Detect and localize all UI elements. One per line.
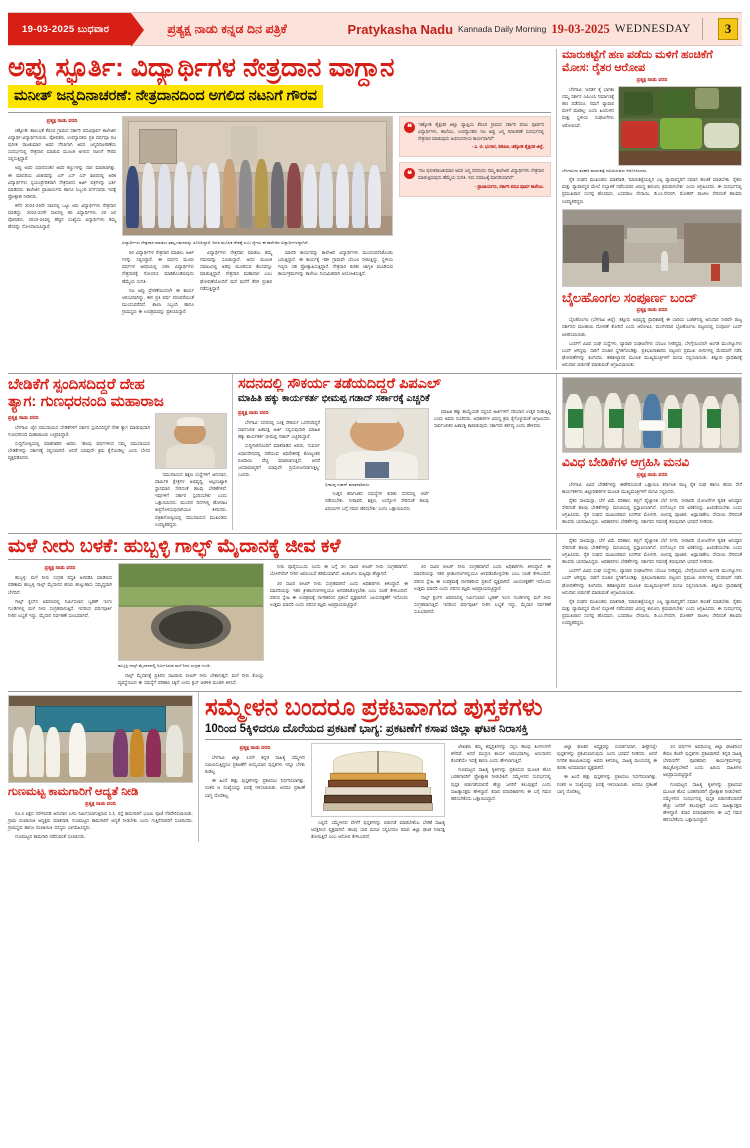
lead-headline: ಅಪ್ಪು ಸ್ಫೂರ್ತಿ: ವಿದ್ಯಾರ್ಥಿಗಳ ನೇತ್ರದಾನ ವಾಗ್ದಾನ xyxy=(8,52,395,82)
lead-column-2 xyxy=(122,116,393,317)
books-column-2 xyxy=(311,743,445,842)
upper-section xyxy=(8,49,742,370)
books-headline: ಸಮ್ಮೇಳನ ಬಂದರೂ ಪ್ರಕಟವಾಗದ ಪುಸ್ತಕಗಳು xyxy=(205,693,543,721)
quote-mark-icon: ❝ xyxy=(404,122,415,133)
golf-body-3 xyxy=(270,563,408,688)
paragraph: ರೈತ ಸಂಘದ ಮುಖಂಡರು ಮಾತನಾಡಿ, 'ಮಾರುಕಟ್ಟೆಯಲ್ಲಿನ ಎಲ್ಲ ವ್ಯಾಪಾರಸ್ಥರಿಗೆ ಸಮಾನ ಹಂಚಿಕೆ ಮಾಡಬೇಕು. ರೈತರು ಮತ್ತು ವ್ಯಾಪಾರಸ್ಥರ ಮೇಲೆ ದಬ್ಬಾಳಿಕೆ ನಡೆಸುವವರ ವಿರುದ್ಧ ಕಾನೂನು ಕ್ರಮವಾಗಬೇಕು' ಎಂದು ಆಗ್ರಹಿಸಿದರು. ಈ ಸಂದರ್ಭದಲ್ಲಿ ಪ್ರಮುಖರಾದ ಸಂಗಪ್ಪ ಹೊಸಮನಿ, ಬಸವರಾಜ ದೇಸಾಯಿ, ಡಿ.ಎಂ.ನೇಸರಗಿ, ಮೋಹನ್ ಪಾಟೀಲ ಸೇರಿದಂತೆ ಹಲವರು ಉಪಸ್ಥಿತರಿದ್ದರು. xyxy=(562,177,742,204)
sadana-headline-line1: ಸದನದಲ್ಲಿ ಸೌಕರ್ಯ ತಡೆಯದಿದ್ದರೆ ಪಿಪಎಲ್ xyxy=(238,376,442,393)
paragraph: ಈ ಹಿಂದೆ ಹತ್ತು ಪುಸ್ತಕಗಳನ್ನು ಪ್ರಕಟಿಸಲು ನಿರ್ಧರಿಸಲಾಗಿತ್ತು. ನಂತರ ಆ ಸಂಖ್ಯೆಯನ್ನು ಐದಕ್ಕೆ ಇಳಿಸಲಾಯಿತು. ಆದರೂ ಪ್ರಕಟಣೆ ಭಾಗ್ಯ ದೊರೆತಿಲ್ಲ. xyxy=(205,778,305,798)
masthead-weekday: WEDNESDAY xyxy=(614,23,691,35)
masthead-date-flag: 19-03-2025 ಬುಧವಾರ xyxy=(8,13,131,45)
paragraph: 20 ಸಾವಿರ ಲೀಟರ್ ನೀರು ಸಂಗ್ರಹವಾಗಿದೆ ಎಂದು ಅಧಿಕಾರಿಗಳು ತಿಳಿಸಿದ್ದಾರೆ. ಈ ಮಾದರಿಯನ್ನು ಇತರ ಕ್ರೀಡಾಂಗಣಗಳಲ್ಲಿಯೂ ಅಳವಡಿಸಿಕೊಳ್ಳಬೇಕು ಎಂಬ ಸಲಹೆ ಕೇಳಿಬಂದಿದೆ. ಪರಿಸರ ಸ್ನೇಹಿ ಈ ಉಪಕ್ರಮಕ್ಕೆ ನಾಗರಿಕರಿಂದ ಪ್ರಶಂಸೆ ವ್ಯಕ್ತವಾಗಿದೆ. ಜಲಸಂರಕ್ಷಣೆಗೆ ಇದೊಂದು ಉತ್ತಮ ಮಾದರಿ ಎಂದು ಪರಿಸರ ತಜ್ಞರು ಅಭಿಪ್ರಾಯಪಟ್ಟಿದ್ದಾರೆ. xyxy=(270,580,408,607)
quote-text: "ನಟ ಪುನೀತರಾಜಕುಮಾರ ಅವರ ಜನ್ಮ ದಿನದಂದು ನಮ್ಮ ಕಾಲೇಜಿನ ವಿದ್ಯಾರ್ಥಿಗಳು ನೇತ್ರದಾನ ಮಾಡುತ್ತಿರುವುದು ಹೆಮ್ಮೆಯ ಸಂಗತಿ. ಇದು ಸಮಾಜಕ್ಕೆ ಮಾದರಿಯಾಗಿದೆ" xyxy=(418,168,544,181)
paragraph: ಮಾಹಿತಿ ಹಕ್ಕು ಕಾಯ್ದೆಯಡಿ ಸಲ್ಲಿಸಿದ ಅರ್ಜಿಗಳಿಗೆ ಸರಿಯಾದ ಉತ್ತರ ನೀಡುತ್ತಿಲ್ಲ ಎಂದು ಅವರು ದೂರಿದರು. ಅಧಿಕಾರಿಗಳ ವಿರುದ್ಧ ಕ್ರಮ ಕೈಗೊಳ್ಳುವಂತೆ ಆಗ್ರಹಿಸಿದರು. ಸಾರ್ವಜನಿಕರ ಹಿತಾಸಕ್ತಿ ಕಾಪಾಡುವುದು ಸರ್ಕಾರದ ಕರ್ತವ್ಯ ಎಂದು ಹೇಳಿದರು. xyxy=(434,409,551,429)
golf-body-1 xyxy=(8,574,112,619)
sadana-photo-activist xyxy=(325,408,429,480)
deha-row xyxy=(8,413,227,530)
bottom-section xyxy=(8,691,742,843)
paragraph: ರೈತರ ಸಾಲಮನ್ನಾ, ಬೆಳೆ ವಿಮೆ ಪರಿಹಾರ, ಕಬ್ಬಿಗೆ ವೈಜ್ಞಾನಿಕ ಬೆಲೆ ನಿಗದಿ, ನೀರಾವರಿ ಯೋಜನೆಗಳ ತ್ವರಿತ ಅನುಷ್ಠಾನ ಸೇರಿದಂತೆ ಹಲವು ಬೇಡಿಕೆಗಳನ್ನು ಮನವಿಯಲ್ಲಿ ಪ್ರಸ್ತಾಪಿಸಲಾಗಿದೆ. ರಸಗೊಬ್ಬರ ದರ ಏರಿಕೆಯನ್ನು ಹಿಂಪಡೆಯಬೇಕು ಎಂದು ಆಗ್ರಹಿಸಿದರು. ರೈತ ಸಂಘದ ಮುಖಂಡರಾದ ಸಿದಗೌಡ ಮೋದಗಿ, ಚೂನಪ್ಪ ಪೂಜಾರಿ, ಅಪ್ಪಾಸಾಹೇಬ ದೇಸಾಯಿ ಸೇರಿದಂತೆ ಹಲವರು ಭಾಗವಹಿಸಿದ್ದರು. ಅಧಿಕಾರಿಗಳು ಬೇಡಿಕೆಗಳನ್ನು ಸರ್ಕಾರದ ಗಮನಕ್ಕೆ ತರುವುದಾಗಿ ಭರವಸೆ ನೀಡಿದರು. xyxy=(562,537,742,565)
masthead-divider xyxy=(702,18,703,40)
paragraph: ಬೆಳಗಾವಿ: ವಿವಿಧ ಬೇಡಿಕೆಗಳನ್ನು ಈಡೇರಿಸುವಂತೆ ಒತ್ತಾಯಿಸಿ ಕರ್ನಾಟಕ ರಾಜ್ಯ ರೈತ ಸಂಘ ಹಾಗೂ ಹಸಿರು ಸೇನೆ ಕಾರ್ಯಕರ್ತರು ಜಿಲ್ಲಾಧಿಕಾರಿಗಳ ಮೂಲಕ ಮುಖ್ಯಮಂತ್ರಿಗಳಿಗೆ ಮನವಿ ಸಲ್ಲಿಸಿದರು. xyxy=(562,481,742,494)
books-column-1 xyxy=(205,743,305,842)
quote-attribution: - ಎ. ಬಿ. ಭಂಗಾರ, ಡಿಡಿಪಿಐ, ಚಿಕ್ಕೋಡಿ ಶೈಕ್ಷಣಿಕ ಜಿಲ್ಲೆ. xyxy=(471,144,544,150)
paragraph: ಮಾದರಿ ಕಾರ್ಯವನ್ನು ಕಾಲೇಜಿನ ವಿದ್ಯಾರ್ಥಿಗಳು ಮುಂದುವರೆಸಿಕೊಂಡು ಬರುತ್ತಿದ್ದಾರೆ. ಈ ಕಾರ್ಯಕ್ಕೆ ಇಡೀ ಗ್ರಾಮವೇ ಬೆಂಬಲ ನೀಡುತ್ತಿದ್ದು, ಸ್ಥಳೀಯ ಗಣ್ಯರು ಸಹ ಪ್ರೋತ್ಸಾಹಿಸುತ್ತಿದ್ದಾರೆ. ನೇತ್ರದಾನ ಕುರಿತು ಜಾಗೃತಿ ಮೂಡಿಸುವ ಕಾರ್ಯಕ್ರಮಗಳನ್ನು ಕಾಲೇಜು ನಿಯಮಿತವಾಗಿ ಆಯೋಜಿಸುತ್ತಿದೆ. xyxy=(278,250,393,277)
deha-body-2 xyxy=(155,471,227,528)
golf-rule xyxy=(8,559,551,560)
paragraph: ಲೇಖಕರು ತಮ್ಮ ಹಸ್ತಪ್ರತಿಗಳನ್ನು ಸಲ್ಲಿಸಿ ಹಲವು ತಿಂಗಳುಗಳೇ ಕಳೆದಿವೆ. ಆದರೆ ಮುದ್ರಣ ಕಾರ್ಯ ಆರಂಭವಾಗಿಲ್ಲ. ಅನುದಾನದ ಕೊರತೆಯೇ ಇದಕ್ಕೆ ಕಾರಣ ಎಂದು ಹೇಳಲಾಗುತ್ತಿದೆ. xyxy=(451,743,551,764)
lead-quotes-column xyxy=(399,116,551,317)
deha-story xyxy=(8,374,232,530)
byline: ಪ್ರತ್ಯಕ್ಷ ನಾಡು ವರದಿ xyxy=(46,117,78,124)
market-photo-caption: ಬೆಳಗಾವಿಯ ತರಕಾರಿ ಮಾರುಕಟ್ಟೆ ಸಮಿತಿಯವರು ಆರೋಪಿಸಿದರು. xyxy=(562,167,648,173)
paragraph: ಬೆಳಗಾವಿ: ಸದನದಲ್ಲಿ ಸೂಕ್ತ ಸೌಕರ್ಯ ಒದಗಿಸದಿದ್ದರೆ ಸಾರ್ವಜನಿಕ ಹಿತಾಸಕ್ತಿ ಅರ್ಜಿ ಸಲ್ಲಿಸುವುದಾಗಿ ಮಾಹಿತಿ ಹಕ್ಕು ಕಾರ್ಯಕರ್ತ ಭೀಮಪ್ಪ ಗಡಾದ್ ಎಚ್ಚರಿಸಿದ್ದಾರೆ. xyxy=(238,420,320,440)
masthead xyxy=(8,12,742,46)
manavi-story xyxy=(556,374,742,530)
quote-mark-icon: ❝ xyxy=(404,168,415,179)
lead-caption-row xyxy=(122,238,393,246)
lead-photo-caption: ವಿದ್ಯಾರ್ಥಿಗಳು ನೇತ್ರದಾನ ಮಾಡಲು ತಮ್ಮ ಗಮನವನ್ನು ಸೂಚಿಸಿದ್ದಾರೆ. ಅದರ ಮೂಲಕ ದೇಶಕ್ಕೆ ಎಂಬ ಧ್ಯೇಯ ಈ ಕಾಲೇಜಿನ ವಿದ್ಯಾರ್ಥಿಗಳದ್ದಾಗಿದೆ. xyxy=(122,239,309,245)
masthead-right-group xyxy=(348,18,742,40)
deha-photo-monk xyxy=(155,413,227,469)
paragraph: 50 ವಿದ್ಯಾರ್ಥಿಗಳ ನೇತ್ರದಾನ ಮಾಡಲು ಅರ್ಜಿ ಗಳನ್ನು ಸಲ್ಲಿಸಿದ್ದಾರೆ. ಈ ವರ್ಷದ ಮೂರು ವರ್ಷಗಳ ಅವಧಿಯಲ್ಲಿ 285 ವಿದ್ಯಾರ್ಥಿಗಳು ನೇತ್ರದಾನಕ್ಕೆ ನೋಂದಣಿ ಮಾಡಿಕೊಂಡಿರುವುದು ಹೆಮ್ಮೆಯ ಸಂಗತಿ. xyxy=(122,250,194,284)
paragraph: ರೂ.4 ಲಕ್ಷದ ನರೇಗಾದಡಿ ಅನುದಾನ ಬಳಸಿ ನಿರ್ಮಿಸಲಾಗುತ್ತಿರುವ ಸಿ.ಸಿ. ರಸ್ತೆ ಕಾಮಗಾರಿಗೆ ಭೂಮಿ ಪೂಜೆ ನೆರವೇರಿಸಲಾಯಿತು. ಗ್ರಾಮ ಪಂಚಾಯಿತಿ ಅಧ್ಯಕ್ಷರು ಮಾತನಾಡಿ, ಗುಣಮಟ್ಟದ ಕಾಮಗಾರಿಗೆ ಆದ್ಯತೆ ನೀಡಬೇಕು ಎಂದು ಗುತ್ತಿಗೆದಾರರಿಗೆ ಸೂಚಿಸಿದರು. ಗ್ರಾಮಸ್ಥರು ಹಾಗೂ ಪಂಚಾಯಿತಿ ಸದಸ್ಯರು ಭಾಗವಹಿಸಿದ್ದರು. xyxy=(8,810,193,831)
golf-columns xyxy=(8,563,551,688)
paragraph: ಜಿಲ್ಲಾ ಘಟಕದ ಅಧ್ಯಕ್ಷರನ್ನು ಸಂಪರ್ಕಿಸಿದಾಗ, ಶೀಘ್ರದಲ್ಲೇ ಪುಸ್ತಕಗಳನ್ನು ಪ್ರಕಟಿಸಲಾಗುವುದು ಎಂದು ಭರವಸೆ ನೀಡಿದರು. ಆದರೆ ನಿಗದಿತ ಕಾಲಮಿತಿಯನ್ನು ಅವರು ತಿಳಿಸಲಿಲ್ಲ. ಸಾಹಿತ್ಯ ವಲಯದಲ್ಲಿ ಈ ಕುರಿತು ಅಸಮಾಧಾನ ವ್ಯಕ್ತವಾಗಿದೆ. xyxy=(557,743,657,771)
bandh-photo-street xyxy=(562,209,742,287)
paragraph: ಬಂದ್‌ಗೆ ವಿವಿಧ ಸಂಘ ಸಂಸ್ಥೆಗಳು, ವ್ಯಾಪಾರಿ ಸಂಘಟನೆಗಳು ಬೆಂಬಲ ನೀಡಿದ್ದವು. ಬೆಳಗ್ಗೆಯಿಂದಲೇ ಅಂಗಡಿ ಮುಂಗಟ್ಟುಗಳು ಬಂದ್ ಆಗಿದ್ದವು. ಸಾರಿಗೆ ಸಂಚಾರ ಸ್ಥಗಿತಗೊಂಡಿತ್ತು. ಪ್ರತಿಭಟನಾಕಾರರು ಪಟ್ಟಣದ ಪ್ರಮುಖ ಬೀದಿಗಳಲ್ಲಿ ಮೆರವಣಿಗೆ ನಡೆಸಿ ಘೋಷಣೆಗಳನ್ನು ಕೂಗಿದರು. ತಹಶೀಲ್ದಾರರ ಮೂಲಕ ಮುಖ್ಯಮಂತ್ರಿಗಳಿಗೆ ಮನವಿ ಸಲ್ಲಿಸಲಾಯಿತು. ಕಿತ್ತೂರು ಪ್ರಾಧಿಕಾರಕ್ಕೆ ಅನುದಾನ ಬಿಡುಗಡೆ ಮಾಡುವಂತೆ ಆಗ್ರಹಿಸಲಾಯಿತು. xyxy=(562,340,742,368)
paragraph: ಬೆಳಗಾವಿ: ಜೈನ ಸಮುದಾಯದ ಬೇಡಿಕೆಗಳಿಗೆ ಸರ್ಕಾರ ಸ್ಪಂದಿಸದಿದ್ದರೆ ದೇಹ ತ್ಯಾಗ ಮಾಡುವುದಾಗಿ ಗುಣಧರನಂದಿ ಮಹಾರಾಜರು ಎಚ್ಚರಿಸಿದ್ದಾರೆ. xyxy=(8,424,150,437)
quote-text: "ಚಿಕ್ಕೋಡಿ ಶೈಕ್ಷಣಿಕ ಜಿಲ್ಲಾ ವ್ಯಾಪ್ತಿಯ ಕೆರೂರ ಗ್ರಾಮದ ಸರ್ಕಾರಿ ಪದವಿ ಪೂರ್ವದ ವಿದ್ಯಾರ್ಥಿಗಳು, ಶಾಲೆಯು, ಉಪನ್ಯಾಸಕರು ನಟ ಅಪ್ಪು ಜನ್ಮ ದಿನಾಚರಣೆ ಸಂದರ್ಭದಲ್ಲಿ ನೇತ್ರದಾನ ಮಾಡುವುದು ಅಭಿನಂದನೀಯ ಕಾರ್ಯವಾಗಿದೆ" xyxy=(418,121,544,141)
deha-headline-line2: ತ್ಯಾಗ: ಗುಣಧರನಂದಿ ಮಹಾರಾಜ xyxy=(8,392,164,410)
byline: ಪ್ರತ್ಯಕ್ಷ ನಾಡು ವರದಿ xyxy=(636,471,668,478)
paragraph: ಕಳೆದ 2024-25ನೇ ಸಾಲಿನಲ್ಲಿ ಒಟ್ಟು ಆರು ವಿದ್ಯಾರ್ಥಿಗಳು ನೇತ್ರದಾನ ಮಾಡಿದ್ದು, 2022-23ನೇ ಸಾಲಿನಲ್ಲಿ 85 ವಿದ್ಯಾರ್ಥಿಗಳು, 20 ಜನ ಪೋಷಕರು, 2023-24ರಲ್ಲಿ ಹೆಚ್ಚಿನ ಸಂಖ್ಯೆಯ ವಿದ್ಯಾರ್ಥಿಗಳು ತಮ್ಮ ಹೆಸರನ್ನು ನೋಂದಾಯಿಸಿದ್ದಾರೆ. xyxy=(8,203,116,230)
page-number-badge: 3 xyxy=(718,18,738,40)
books-body-1 xyxy=(205,754,305,799)
paragraph: ಚಿಕ್ಕೋಡಿ: ಶಾಲುಭಕೆ ಕೆರೂರ ಗ್ರಾಮದ ಸರ್ಕಾರಿ ಪದವಿಪೂರ್ವ ಕಾಲೇಜಿನ ವಿದ್ಯಾರ್ಥಿ-ವಿದ್ಯಾರ್ಥಿನಿಯರು, ಪೋಷಕರು, ಉಪನ್ಯಾಸಕರು ಪ್ರತಿ ವರ್ಷವೂ ನಟ ಪುನೀತ ರಾಜಕುಮಾರ ಅವರ ನೆನಪಿಗಾಗಿ ಅವರ ಜನ್ಮದಿನಾಚರಣೆಯ ಸಂದರ್ಭದಲ್ಲಿ ನೇತ್ರದಾನ ಮಾಡುವ ಮೂಲಕ ಅಗಲಿದ ನಟನಿಗೆ ಗೌರವ ಸಲ್ಲಿಸುತ್ತಿದ್ದಾರೆ. xyxy=(8,127,116,162)
manavi-headline: ವಿವಿಧ ಬೇಡಿಕೆಗಳ ಆಗ್ರಹಿಸಿ ಮನವಿ xyxy=(562,455,690,470)
sadana-body-3 xyxy=(434,408,551,514)
lead-story xyxy=(8,49,556,370)
market-body-1 xyxy=(562,86,614,166)
deha-text-wrap xyxy=(8,413,150,530)
kamagari-headline: ಗುಣಮಟ್ಟ ಕಾಮಗಾರಿಗೆ ಆದ್ಯತೆ ನೀಡಿ xyxy=(8,785,139,798)
sadana-headline-line2: ಮಾಹಿತಿ ಹಕ್ಕು ಕಾರ್ಯಕರ್ತ ಭೀಮಪ್ಪ ಗಡಾದ್ ಸರ್ಕಾರಕ್ಕೆ ಎಚ್ಚರಿಕೆ xyxy=(238,393,430,405)
books-body-4 xyxy=(557,743,657,842)
newspaper-page xyxy=(0,12,750,1148)
kamagari-body xyxy=(8,810,193,841)
masthead-kannada-title: ಪ್ರತ್ಯಕ್ಷ ನಾಡು ಕನ್ನಡ ದಿನ ಪತ್ರಿಕೆ xyxy=(167,21,287,36)
golf-story xyxy=(8,534,556,688)
lead-photo-students xyxy=(122,116,393,236)
paragraph: ಈ ಹಿಂದೆ ಹತ್ತು ಪುಸ್ತಕಗಳನ್ನು ಪ್ರಕಟಿಸಲು ನಿರ್ಧರಿಸಲಾಗಿತ್ತು. ನಂತರ ಆ ಸಂಖ್ಯೆಯನ್ನು ಐದಕ್ಕೆ ಇಳಿಸಲಾಯಿತು. ಆದರೂ ಪ್ರಕಟಣೆ ಭಾಗ್ಯ ದೊರೆತಿಲ್ಲ. xyxy=(557,774,657,794)
sadana-body-1 xyxy=(238,419,320,478)
paragraph: ಗುಣಮಟ್ಟದ ಸಾಹಿತ್ಯ ಕೃತಿಗಳನ್ನು ಪ್ರಕಟಿಸುವ ಮೂಲಕ ಹೊಸ ಬರಹಗಾರರಿಗೆ ಪ್ರೋತ್ಸಾಹ ನೀಡಬೇಕಿದೆ. ಸಮ್ಮೇಳನದ ಸಂದರ್ಭದಲ್ಲಿ ಪುಸ್ತಕ ಬಿಡುಗಡೆಯಾದರೆ ಹೆಚ್ಚು ಜನರಿಗೆ ತಲುಪುತ್ತದೆ ಎಂದು ಸಾಹಿತ್ಯಾಸಕ್ತರು ಹೇಳಿದ್ದಾರೆ. ಕಸಾಪ ಪದಾಧಿಕಾರಿಗಳು ಈ ಬಗ್ಗೆ ಗಮನ ಹರಿಸಬೇಕೆಂದು ಒತ್ತಾಯಿಸಿದ್ದಾರೆ. xyxy=(663,781,742,823)
byline: ಪ್ರತ್ಯಕ್ಷ ನಾಡು ವರದಿ xyxy=(636,76,668,83)
masthead-english-subtitle: Kannada Daily Morning xyxy=(458,24,547,34)
golf-section xyxy=(8,533,742,688)
quote-box-2 xyxy=(399,162,551,197)
paragraph: 10 ವರ್ಷಗಳ ಅವಧಿಯಲ್ಲಿ ಜಿಲ್ಲಾ ಘಟಕದಿಂದ ಕೇವಲ ಕೆಲವೇ ಪುಸ್ತಕಗಳು ಪ್ರಕಟವಾಗಿವೆ. ಕನ್ನಡ ಸಾಹಿತ್ಯ ಬೆಳವಣಿಗೆಗೆ ಪೂರಕವಾದ ಕಾರ್ಯಕ್ರಮಗಳನ್ನು ಹಮ್ಮಿಕೊಳ್ಳಬೇಕಿದೆ ಎಂದು ಹಿರಿಯ ಸಾಹಿತಿಗಳು ಅಭಿಪ್ರಾಯಪಟ್ಟಿದ್ದಾರೆ. xyxy=(663,743,742,778)
manavi-body xyxy=(562,481,742,526)
sadana-column-2 xyxy=(325,408,429,514)
byline: ಪ್ರತ್ಯಕ್ಷ ನಾಡು ವರದಿ xyxy=(636,307,668,314)
market-top-row xyxy=(562,86,742,166)
masthead-english-date: 19-03-2025 xyxy=(551,21,610,36)
paragraph: ರೈತರ ಸಾಲಮನ್ನಾ, ಬೆಳೆ ವಿಮೆ ಪರಿಹಾರ, ಕಬ್ಬಿಗೆ ವೈಜ್ಞಾನಿಕ ಬೆಲೆ ನಿಗದಿ, ನೀರಾವರಿ ಯೋಜನೆಗಳ ತ್ವರಿತ ಅನುಷ್ಠಾನ ಸೇರಿದಂತೆ ಹಲವು ಬೇಡಿಕೆಗಳನ್ನು ಮನವಿಯಲ್ಲಿ ಪ್ರಸ್ತಾಪಿಸಲಾಗಿದೆ. ರಸಗೊಬ್ಬರ ದರ ಏರಿಕೆಯನ್ನು ಹಿಂಪಡೆಯಬೇಕು ಎಂದು ಆಗ್ರಹಿಸಿದರು. ರೈತ ಸಂಘದ ಮುಖಂಡರಾದ ಸಿದಗೌಡ ಮೋದಗಿ, ಚೂನಪ್ಪ ಪೂಜಾರಿ, ಅಪ್ಪಾಸಾಹೇಬ ದೇಸಾಯಿ ಸೇರಿದಂತೆ ಹಲವರು ಭಾಗವಹಿಸಿದ್ದರು. ಅಧಿಕಾರಿಗಳು ಬೇಡಿಕೆಗಳನ್ನು ಸರ್ಕಾರದ ಗಮನಕ್ಕೆ ತರುವುದಾಗಿ ಭರವಸೆ ನೀಡಿದರು. xyxy=(562,497,742,525)
deha-headline-line1: ಬೇಡಿಕೆಗೆ ಸ್ಪಂದಿಸದಿದ್ದರೆ ದೇಹ xyxy=(8,376,145,394)
paragraph: ಎಲ್ಲಿದೆ. ಸಮ್ಮೇಳನದ ವೇಳೆಗೆ ಪುಸ್ತಕಗಳನ್ನು ಬಿಡುಗಡೆ ಮಾಡಬೇಕೆಂಬ ಬೇಡಿಕೆ ಸಾಹಿತ್ಯ ಆಸಕ್ತರಿಂದ ವ್ಯಕ್ತವಾಗಿದೆ. ಹಲವು ಬಾರಿ ಮನವಿ ಸಲ್ಲಿಸಿದರೂ ಕಸಾಪ ಜಿಲ್ಲಾ ಘಟಕ ನಿರಾಸಕ್ತಿ ತೋರುತ್ತಿದೆ ಎಂಬ ಆರೋಪ ಕೇಳಿಬಂದಿದೆ. xyxy=(311,819,445,840)
paragraph: 20 ಸಾವಿರ ಲೀಟರ್ ನೀರು ಸಂಗ್ರಹವಾಗಿದೆ ಎಂದು ಅಧಿಕಾರಿಗಳು ತಿಳಿಸಿದ್ದಾರೆ. ಈ ಮಾದರಿಯನ್ನು ಇತರ ಕ್ರೀಡಾಂಗಣಗಳಲ್ಲಿಯೂ ಅಳವಡಿಸಿಕೊಳ್ಳಬೇಕು ಎಂಬ ಸಲಹೆ ಕೇಳಿಬಂದಿದೆ. ಪರಿಸರ ಸ್ನೇಹಿ ಈ ಉಪಕ್ರಮಕ್ಕೆ ನಾಗರಿಕರಿಂದ ಪ್ರಶಂಸೆ ವ್ಯಕ್ತವಾಗಿದೆ. ಜಲಸಂರಕ್ಷಣೆಗೆ ಇದೊಂದು ಉತ್ತಮ ಮಾದರಿ ಎಂದು ಪರಿಸರ ತಜ್ಞರು ಅಭಿಪ್ರಾಯಪಟ್ಟಿದ್ದಾರೆ. xyxy=(414,564,551,591)
golf-photo-caption: ಹುಬ್ಬಳ್ಳಿ ಗಾಲ್ಫ್ ಮೈದಾನದಲ್ಲಿ ನಿರ್ಮಿಸಿರುವ ಮಳೆ ನೀರು ಸಂಗ್ರಹ ಗುಂಡಿ. xyxy=(118,663,211,669)
paragraph: ನಟ ಅಪ್ಪು ಪ್ರೇರಣೆಯಿಂದಲೇ ಈ ಕಾರ್ಯ ಆರಂಭವಾಗಿದ್ದು, ಈಗ ಪ್ರತಿ ವರ್ಷ ಪರಂಪರೆಯಂತೆ ಮುಂದುವರೆದಿದೆ. ಶಾಲಾ ಸಿಬ್ಬಂದಿ ಹಾಗೂ ಗ್ರಾಮಸ್ಥರು ಈ ಉಪಕ್ರಮವನ್ನು ಪ್ರಶಂಸಿಸಿದ್ದಾರೆ. xyxy=(122,287,194,315)
byline: ಪ್ರತ್ಯಕ್ಷ ನಾಡು ವರದಿ xyxy=(44,565,76,572)
golf-body-4 xyxy=(414,563,551,688)
paragraph: 'ಸಮುದಾಯದ ಶಿಕ್ಷಣ ಸಂಸ್ಥೆಗಳಿಗೆ ಅನುದಾನ, ಧಾರ್ಮಿಕ ಕ್ಷೇತ್ರಗಳ ಅಭಿವೃದ್ಧಿ, ಅಲ್ಪಸಂಖ್ಯಾತ ಸ್ಥಾನಮಾನ ಸೇರಿದಂತೆ ಹಲವು ಬೇಡಿಕೆಗಳಿವೆ. ಇವುಗಳಿಗೆ ಸರ್ಕಾರ ಸ್ಪಂದಿಸಬೇಕು' ಎಂದು ಒತ್ತಾಯಿಸಿದರು. ಮುಂದಿನ ದಿನಗಳಲ್ಲಿ ಹೋರಾಟ ತೀವ್ರಗೊಳಿಸುವುದಾಗಿಯೂ ತಿಳಿಸಿದರು. ಪತ್ರಿಕಾಗೋಷ್ಠಿಯಲ್ಲಿ ಸಮುದಾಯದ ಮುಖಂಡರು ಉಪಸ್ಥಿತರಿದ್ದರು. xyxy=(155,471,227,527)
books-subhead: 10ರಿಂದ 5ಕ್ಕಿಳಿದರೂ ದೊರೆಯದ ಪ್ರಕಟಣೆ ಭಾಗ್ಯ: ಪ್ರಕಟಣೆಗೆ ಕಸಾಪ ಜಿಲ್ಲಾ ಘಟಕ ನಿರಾಸಕ್ತಿ xyxy=(205,722,529,735)
books-columns xyxy=(205,743,742,842)
golf-photo-pit xyxy=(118,563,264,661)
kamagari-story xyxy=(8,692,198,843)
golf-body-2 xyxy=(118,672,264,686)
sadana-story xyxy=(232,374,556,530)
books-photo-stack xyxy=(311,743,445,817)
books-rule xyxy=(205,739,742,740)
lead-rule xyxy=(8,112,551,113)
paragraph: ಬಂದ್‌ಗೆ ವಿವಿಧ ಸಂಘ ಸಂಸ್ಥೆಗಳು, ವ್ಯಾಪಾರಿ ಸಂಘಟನೆಗಳು ಬೆಂಬಲ ನೀಡಿದ್ದವು. ಬೆಳಗ್ಗೆಯಿಂದಲೇ ಅಂಗಡಿ ಮುಂಗಟ್ಟುಗಳು ಬಂದ್ ಆಗಿದ್ದವು. ಸಾರಿಗೆ ಸಂಚಾರ ಸ್ಥಗಿತಗೊಂಡಿತ್ತು. ಪ್ರತಿಭಟನಾಕಾರರು ಪಟ್ಟಣದ ಪ್ರಮುಖ ಬೀದಿಗಳಲ್ಲಿ ಮೆರವಣಿಗೆ ನಡೆಸಿ ಘೋಷಣೆಗಳನ್ನು ಕೂಗಿದರು. ತಹಶೀಲ್ದಾರರ ಮೂಲಕ ಮುಖ್ಯಮಂತ್ರಿಗಳಿಗೆ ಮನವಿ ಸಲ್ಲಿಸಲಾಯಿತು. ಕಿತ್ತೂರು ಪ್ರಾಧಿಕಾರಕ್ಕೆ ಅನುದಾನ ಬಿಡುಗಡೆ ಮಾಡುವಂತೆ ಆಗ್ರಹಿಸಲಾಯಿತು. xyxy=(562,568,742,595)
market-photo-vegetables xyxy=(618,86,742,166)
sadana-photo-caption: ಭೀಮಪ್ಪ ಗಡಾದ್ ಮಾತನಾಡಿದರು. xyxy=(325,482,371,488)
lead-body-2 xyxy=(122,249,194,317)
paragraph: ಸುದ್ದಿಗಾರರೊಂದಿಗೆ ಮಾತನಾಡಿದ ಅವರು, 'ಸುವರ್ಣ ವಿಧಾನಸೌಧದಲ್ಲಿ ನಡೆಯುವ ಅಧಿವೇಶನಕ್ಕೆ ಕೋಟ್ಯಂತರ ರೂಪಾಯಿ ವೆಚ್ಚ ಮಾಡಲಾಗುತ್ತಿದೆ. ಆದರೆ ಜನಸಾಮಾನ್ಯರಿಗೆ ಯಾವುದೇ ಪ್ರಯೋಜನವಾಗುತ್ತಿಲ್ಲ' ಎಂದರು. xyxy=(238,443,320,477)
paragraph: ವಿದ್ಯಾರ್ಥಿಗಳು ನೇತ್ರದಾನ ಮಾಡಲು ತಮ್ಮ ಗಮನವನ್ನು ಸೂಚಿಸಿದ್ದಾರೆ. ಅದರ ಮೂಲಕ ಸಮಾಜದಲ್ಲಿ ಅರಿವು ಮೂಡಿಸುವ ಕೆಲಸವನ್ನೂ ಮಾಡುತ್ತಿದ್ದಾರೆ. ನೇತ್ರದಾನ ಮಹಾದಾನ ಎಂಬ ಘೋಷಣೆಯೊಂದಿಗೆ ಮನೆ ಮನೆಗೆ ತೆರಳಿ ಪ್ರಚಾರ ನಡೆಸುತ್ತಿದ್ದಾರೆ. xyxy=(200,250,272,291)
paragraph: ಬೆಳಗಾವಿ: 'ಆದರ್ಶ ಕೈ ಭಾಗಶಃ ನಮ್ಮ ಸರ್ಕಾರ ಎಪಿಎಂಸಿ ನಿರ್ಮಾಣಕ್ಕೆ ಹಣ ಪಡೆದರೂ, ನಮಗೆ ವ್ಯಾಪಾರ ಮಳಿಗೆ ಮಾಡಿಲ್ಲ' ಎಂದು ಹಿಂದುಳಿದ ಮತ್ತು ಸ್ಥಳೀಯ ಸಂಘಟನೆಗಳು ಆರೋಪಿಸಿವೆ. xyxy=(562,86,614,128)
paragraph: ಗಾಲ್ಫ್ ಮೈದಾನಕ್ಕೆ ಪ್ರತಿದಿನ ಸಾವಿರಾರು ಲೀಟರ್ ನೀರು ಬೇಕಾಗುತ್ತದೆ. ಮಳೆ ನೀರು ಕೊಯ್ಲು ವ್ಯವಸ್ಥೆಯಿಂದ ಈ ಸಮಸ್ಯೆಗೆ ಪರಿಹಾರ ಸಿಕ್ಕಿದೆ ಎಂದು ಕ್ಲಬ್ ಆಡಳಿತ ಮಂಡಳಿ ತಿಳಿಸಿದೆ. xyxy=(118,672,264,685)
bandh-body xyxy=(562,316,742,368)
manavi-body-continued xyxy=(562,537,742,627)
golf-headline: ಮಳೆ ನೀರು ಬಳಕೆ: ಹುಬ್ಬಳ್ಳಿ ಗಾಲ್ಫ್ ಮೈದಾನಕ್ಕೆ ಜೀವ ಕಳೆ xyxy=(8,535,341,557)
lead-body-3 xyxy=(200,249,272,317)
sadana-columns xyxy=(238,408,551,514)
paragraph: ಗಾಲ್ಫ್ ಕ್ಲಬ್‌ನ ಆವರಣದಲ್ಲಿ ನಿರ್ಮಿಸಲಾದ ಬೃಹತ್ ಇಂಗು ಗುಂಡಿಗಳಲ್ಲಿ ಮಳೆ ನೀರು ಸಂಗ್ರಹವಾಗುತ್ತಿದೆ. ಇದರಿಂದ ವರ್ಷಪೂರ್ತಿ ನೀರಿನ ಲಭ್ಯತೆ ಇದ್ದು, ಮೈದಾನ ನಿರ್ವಹಣೆ ಸುಲಭವಾಗಿದೆ. xyxy=(414,594,551,615)
lead-subhead-wrap xyxy=(8,83,551,112)
paragraph: ಹುಬ್ಬಳ್ಳಿ: ಮಳೆ ನೀರು ಸಂಗ್ರಹ ಪದ್ಧತಿ ಅಳವಡಿಸಿ ಮಾಡಿರುವ ಪರಿಣಾಮ ಹುಬ್ಬಳ್ಳಿ ಗಾಲ್ಫ್ ಮೈದಾನದ ಹಸಿರು ಹುಲ್ಲುಹಾಸು ಸಮೃದ್ಧವಾಗಿ ಬೆಳೆದಿದೆ. xyxy=(8,575,112,595)
lead-subhead: ಮನೀತ್ ಜನ್ಮದಿನಾಚರಣೆ: ನೇತ್ರದಾನದಿಂದ ಅಗಲಿದ ನಟನಿಗೆ ಗೌರವ xyxy=(8,85,323,108)
lead-body-4 xyxy=(278,249,393,317)
lead-column-1 xyxy=(8,116,116,317)
books-body-5 xyxy=(663,743,742,842)
deha-body-1 xyxy=(8,424,150,462)
lead-columns xyxy=(8,116,551,317)
middle-section xyxy=(8,373,742,530)
paragraph: ಬೈಲಹೊಂಗಲ (ಬೆಳಗಾವಿ ಜಿಲ್ಲೆ): ಕಿತ್ತೂರು ಅಭಿವೃದ್ಧಿ ಪ್ರಾಧಿಕಾರಕ್ಕೆ ಈ ಬಾರಿಯ ಬಜೆಟ್‌ನಲ್ಲಿ ಅನುದಾನ ನೀಡದೇ ರಾಜ್ಯ ಸರ್ಕಾರದ ಮಲತಾಯಿ ಧೋರಣೆ ತೋರಿದೆ ಎಂದು ಆರೋಪಿಸಿ, ಮಂಗಳವಾರ ಬೈಲಹೊಂಗಲ ಪಟ್ಟಣದಲ್ಲಿ ಸಂಪೂರ್ಣ ಬಂದ್ ಆಚರಿಸಲಾಯಿತು. xyxy=(562,317,742,337)
lead-body-1 xyxy=(8,127,116,231)
lead-subcolumns xyxy=(122,249,393,317)
deha-photo-wrap xyxy=(155,413,227,530)
sadana-body-2 xyxy=(325,490,429,511)
paragraph: ಬೆಳಗಾವಿ: ಜಿಲ್ಲಾ 12ನೇ ಕನ್ನಡ ಸಾಹಿತ್ಯ ಸಮ್ಮೇಳನ ಸಮೀಪಿಸುತ್ತಿದ್ದರೂ ಪ್ರಕಟಣೆಗೆ ಆಯ್ಕೆಯಾದ ಪುಸ್ತಕಗಳು ಇನ್ನೂ ಬೆಳಕು ಕಂಡಿಲ್ಲ. xyxy=(205,754,305,775)
books-body-3 xyxy=(451,743,551,842)
bandh-headline: ಬೈಲಹೊಂಗಲ ಸಂಪೂರ್ಣ ಬಂದ್ xyxy=(562,289,698,305)
masthead-english-title: Pratykasha Nadu xyxy=(347,21,454,37)
paragraph: ಅಪ್ಪು ಅವರ ಸಿಧಾನದಂತರ ಅವರ ಕಣ್ಣುಗಳನ್ನು ದಾನ ಮಾಡಲಾಗಿತ್ತು. ಈ ಮಾದರಿಯ ವಿಚಾರವನ್ನು ಎನ್ ಎಸ್ ಎಸ್ ಶಿಬಿರದಲ್ಲಿ ಅರಿತ ವಿದ್ಯಾರ್ಥಿಗಳು ಸ್ವಯಂಪ್ರೇರಿತರಾಗಿ ನೇತ್ರದಾನದ ಅರ್ಜಿ ಪತ್ರಗಳನ್ನು ಭರ್ತಿ ಮಾಡಿದರು. ಕಾಲೇಜಿನ ಪ್ರಾಚಾರ್ಯರು ಹಾಗೂ ಸಿಬ್ಬಂದಿ ವರ್ಗದವರು ಇದಕ್ಕೆ ಪ್ರೋತ್ಸಾಹ ನೀಡಿದರು. xyxy=(8,165,116,199)
golf-column-2 xyxy=(118,563,264,688)
paragraph: ರೈತ ಸಂಘದ ಮುಖಂಡರು ಮಾತನಾಡಿ, 'ಮಾರುಕಟ್ಟೆಯಲ್ಲಿನ ಎಲ್ಲ ವ್ಯಾಪಾರಸ್ಥರಿಗೆ ಸಮಾನ ಹಂಚಿಕೆ ಮಾಡಬೇಕು. ರೈತರು ಮತ್ತು ವ್ಯಾಪಾರಸ್ಥರ ಮೇಲೆ ದಬ್ಬಾಳಿಕೆ ನಡೆಸುವವರ ವಿರುದ್ಧ ಕಾನೂನು ಕ್ರಮವಾಗಬೇಕು' ಎಂದು ಆಗ್ರಹಿಸಿದರು. ಈ ಸಂದರ್ಭದಲ್ಲಿ ಪ್ರಮುಖರಾದ ಸಂಗಪ್ಪ ಹೊಸಮನಿ, ಬಸವರಾಜ ದೇಸಾಯಿ, ಡಿ.ಎಂ.ನೇಸರಗಿ, ಮೋಹನ್ ಪಾಟೀಲ ಸೇರಿದಂತೆ ಹಲವರು ಉಪಸ್ಥಿತರಿದ್ದರು. xyxy=(562,598,742,626)
market-headline: ಮಾರುಕಟ್ಟೆಗೆ ಹಣ ಪಡೆದು ಮಳಿಗೆ ಹಂಚಿಕೆಗೆ ಮೋಸ: ರೈತರ ಆರೋಪ xyxy=(562,49,713,74)
byline: ಪ್ರತ್ಯಕ್ಷ ನಾಡು ವರದಿ xyxy=(238,410,269,417)
paragraph: ಗಾಲ್ಫ್ ಕ್ಲಬ್‌ನ ಆವರಣದಲ್ಲಿ ನಿರ್ಮಿಸಲಾದ ಬೃಹತ್ ಇಂಗು ಗುಂಡಿಗಳಲ್ಲಿ ಮಳೆ ನೀರು ಸಂಗ್ರಹವಾಗುತ್ತಿದೆ. ಇದರಿಂದ ವರ್ಷಪೂರ್ತಿ ನೀರಿನ ಲಭ್ಯತೆ ಇದ್ದು, ಮೈದಾನ ನಿರ್ವಹಣೆ ಸುಲಭವಾಗಿದೆ. xyxy=(8,598,112,618)
market-body-2 xyxy=(562,176,742,205)
paragraph: ಸುದ್ದಿಗೋಷ್ಠಿಯಲ್ಲಿ ಮಾತನಾಡಿದ ಅವರು, 'ಹಲವು ವರ್ಷಗಳಿಂದ ನಮ್ಮ ಸಮುದಾಯದ ಬೇಡಿಕೆಗಳನ್ನು ಸರ್ಕಾರಕ್ಕೆ ಸಲ್ಲಿಸಲಾಗಿದೆ. ಆದರೆ ಯಾವುದೇ ಕ್ರಮ ಕೈಗೊಂಡಿಲ್ಲ' ಎಂದು ಬೇಸರ ವ್ಯಕ್ತಪಡಿಸಿದರು. xyxy=(8,441,150,461)
manavi-continuation xyxy=(556,534,742,688)
byline: ಪ್ರತ್ಯಕ್ಷ ನಾಡು ವರದಿ xyxy=(239,744,271,751)
paragraph: ನೀರು ಪೂರೈಸುಬುದು ಎಂದು ಈ ಬಗ್ಗೆ 20 ಸಾವಿರ ಲೀಟರ್ ನೀರು ಸಂಗ್ರಹವಾಗಿದೆ. ಬೋರ್‌ವೆಲ್ ನೀರಿನ ಅವಲಂಬನೆ ಕಡಿಮೆಯಾಗಿದೆ. ಅಂತರ್ಜಲ ಮಟ್ಟವೂ ಹೆಚ್ಚಾಗಿದೆ. xyxy=(270,564,408,577)
paragraph: 'ಉತ್ತರ ಕರ್ನಾಟಕದ ಸಮಸ್ಯೆಗಳ ಕುರಿತು ಸದನದಲ್ಲಿ ಚರ್ಚೆ ನಡೆಯಬೇಕು. ನೀರಾವರಿ, ಶಿಕ್ಷಣ, ಉದ್ಯೋಗ ಸೇರಿದಂತೆ ಹಲವು ವಿಷಯಗಳ ಬಗ್ಗೆ ಗಮನ ಹರಿಸಬೇಕು' ಎಂದು ಒತ್ತಾಯಿಸಿದರು. xyxy=(325,491,429,511)
quote-box-1 xyxy=(399,116,551,158)
sadana-column-1 xyxy=(238,408,320,514)
paragraph: ಗುಣಮಟ್ಟದ ಸಾಹಿತ್ಯ ಕೃತಿಗಳನ್ನು ಪ್ರಕಟಿಸುವ ಮೂಲಕ ಹೊಸ ಬರಹಗಾರರಿಗೆ ಪ್ರೋತ್ಸಾಹ ನೀಡಬೇಕಿದೆ. ಸಮ್ಮೇಳನದ ಸಂದರ್ಭದಲ್ಲಿ ಪುಸ್ತಕ ಬಿಡುಗಡೆಯಾದರೆ ಹೆಚ್ಚು ಜನರಿಗೆ ತಲುಪುತ್ತದೆ ಎಂದು ಸಾಹಿತ್ಯಾಸಕ್ತರು ಹೇಳಿದ್ದಾರೆ. ಕಸಾಪ ಪದಾಧಿಕಾರಿಗಳು ಈ ಬಗ್ಗೆ ಗಮನ ಹರಿಸಬೇಕೆಂದು ಒತ್ತಾಯಿಸಿದ್ದಾರೆ. xyxy=(451,767,551,801)
paragraph: ಗುಣಮಟ್ಟದ ಕಾಮಗಾರಿ ನಡೆಸುವಂತೆ ಸೂಚಿಸಿದರು. xyxy=(15,834,86,840)
kamagari-photo-bhoomipuje xyxy=(8,695,193,783)
golf-column-1 xyxy=(8,563,112,688)
right-column-top xyxy=(556,49,742,370)
books-body-2 xyxy=(311,819,445,840)
books-story xyxy=(198,692,742,843)
manavi-photo-farmers xyxy=(562,377,742,453)
quote-attribution: - ಪ್ರಾಚಾರ್ಯರು, ಸರ್ಕಾರಿ ಪದವಿ ಪೂರ್ವ ಕಾಲೇಜು. xyxy=(474,184,544,189)
byline: ಪ್ರತ್ಯಕ್ಷ ನಾಡು ವರದಿ xyxy=(8,414,39,421)
byline: ಪ್ರತ್ಯಕ್ಷ ನಾಡು ವರದಿ xyxy=(85,800,116,807)
